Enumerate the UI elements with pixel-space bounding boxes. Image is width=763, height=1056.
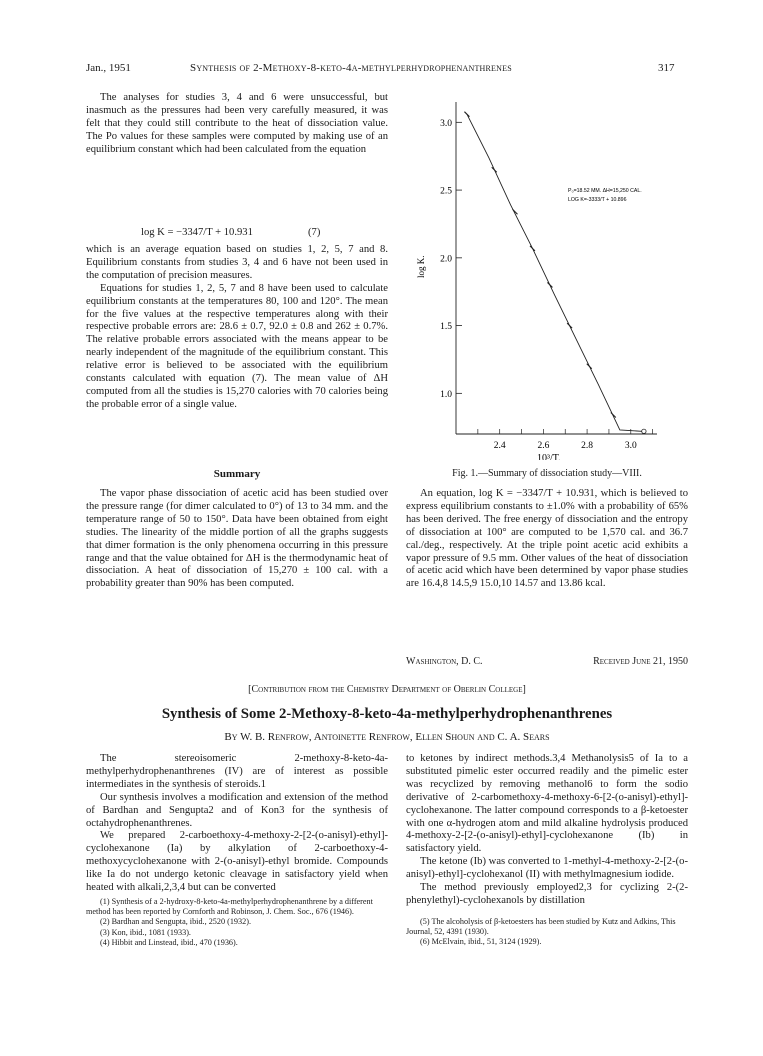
y-tick-label: 1.5	[440, 322, 452, 333]
paragraph: Equations for studies 1, 2, 5, 7 and 8 have been used to calculate equilibrium constants at the temperatures 80, 100 and 120°. The mean for the five values at the respective temperatures along with their respective probable errors are: 28.6 ± 0.7, 92.0 ± 0.8 and 262 ± 0.7%. The relative probable errors associated with the means appear to be nearly independent of the magnitude of the equilibrium constant. This relative error is believed to be associated with the equilibrium constants calculated with equation (7). The mean value of ΔH computed from all the studies is 15,270 calories with 70 calories being the probable error of a single value.	[86, 282, 388, 410]
dissociation-chart	[400, 90, 690, 460]
running-header-date: Jan., 1951	[86, 62, 131, 74]
article-right-column	[406, 753, 688, 908]
running-header-title: Synthesis of 2-Methoxy-8-keto-4a-methylperhydrophenanthrenes	[190, 62, 512, 74]
footnote: (1) Synthesis of a 2-hydroxy-8-keto-4a-methylperhydrophenanthrene by a different method has been reported by Cornforth and Robinson, J. Chem. Soc., 676 (1946).	[86, 897, 373, 917]
article-title: Synthesis of Some 2-Methoxy-8-keto-4a-methylperhydrophenanthrenes	[161, 706, 613, 722]
x-tick-label: 3.0	[624, 441, 637, 451]
chart-series-line	[467, 114, 642, 431]
data-point	[492, 167, 497, 172]
paragraph: Our synthesis involves a modification and extension of the method of Bardhan and Sengupta2 and of Kon3 for the synthesis of octahydrophenanthrenes.	[86, 791, 388, 829]
summary-left-text	[86, 488, 388, 591]
summary-heading: Summary	[213, 468, 261, 480]
y-tick-label: 2.0	[440, 254, 452, 265]
x-tick-label: 2.8	[581, 441, 594, 451]
data-point	[464, 112, 469, 117]
chart-points	[464, 112, 646, 434]
x-tick-label: 2.4	[493, 441, 506, 451]
footnote: (5) The alcoholysis of β-ketoesters has been studied by Kutz and Adkins, This Journal, 52, 4391 (1930).	[406, 917, 676, 937]
equation-number: (7)	[308, 227, 321, 238]
y-tick-label: 2.5	[440, 186, 452, 197]
x-tick-label: 2.6	[537, 441, 550, 451]
paragraph: An equation, log K = −3347/T + 10.931, which is believed to express equilibrium constants to ±1.0% with a probability of 65% has been derived. The free energy of dissociation and the entropy of dissociation at 100° are computed to be 1,570 cal. and 36.7 cal./deg., respectively. At the triple point acetic acid exhibits a vapor pressure of 9.5 mm. Other values of the heat of dissociation of acetic acid which have been determined by vapor phase studies are 16.4,8 14.5,9 15.0,10 14.57 and 13.86 kcal.	[406, 488, 688, 590]
figure-caption: Fig. 1.—Summary of dissociation study—VIII.	[452, 468, 642, 479]
location: Washington, D. C.	[406, 656, 483, 667]
chart-annotation-line2: LOG K=-3333/T + 10.896	[568, 197, 627, 203]
footnotes-right	[406, 917, 688, 948]
page-number: 317	[658, 62, 675, 74]
paragraph: which is an average equation based on studies 1, 2, 5, 7 and 8. Equilibrium constants from studies 3, 4 and 6 have not been used in the computation of precision measures.	[86, 244, 388, 281]
data-point	[642, 429, 646, 433]
left-column-body	[86, 244, 388, 412]
paragraph: to ketones by indirect methods.3,4 Methanolysis5 of Ia to a substituted pimelic ester occurred readily and the pimelic ester was recyclized by removing methanol6 to form the sodio derivative of 2-carbomethoxy-4-methoxy-6-[2-(o-anisyl)-ethyl]-cyclohexanone. The latter compound corresponds to a β-ketoester with one α-hydrogen atom and mild alkaline hydrolysis produced 4-methoxy-2-[2-(o-anisyl)-ethyl]-cyclohexanone (Ib) in satisfactory yield.	[406, 753, 688, 855]
fitted-line	[467, 114, 642, 431]
article-authors: By W. B. Renfrow, Antoinette Renfrow, Ellen Shoun and C. A. Sears	[224, 731, 550, 743]
contribution-line: [Contribution from the Chemistry Department of Oberlin College]	[248, 684, 526, 695]
received-date: Received June 21, 1950	[593, 656, 688, 667]
y-tick-label: 1.0	[440, 389, 452, 400]
footnote: (6) McElvain, ibid., 51, 3124 (1929).	[420, 937, 542, 947]
footnote: (2) Bardhan and Sengupta, ibid., 2520 (1932).	[100, 917, 251, 927]
y-tick-label: 3.0	[440, 118, 452, 129]
paragraph: The vapor phase dissociation of acetic acid has been studied over the pressure range (for dimer calculated to 0°) of 13 to 34 mm. and the temperature range of 50 to 150°. Data have been obtained from eight studies. The linearity of the middle portion of all the graphs suggests that dimer formation is the only phenomena occurring in this pressure range and that the value obtained for ΔH is the thermodynamic heat of dissociation. A heat of dissociation of 15,270 ± 100 cal. with a probability greater than 90% has been computed.	[86, 488, 388, 590]
footnotes-left	[86, 897, 388, 948]
paragraph: The analyses for studies 3, 4 and 6 were unsuccessful, but inasmuch as the pressures had been very carefully measured, it was felt that they could still contribute to the heat of dissociation value. The Po values for these samples were computed by making use of an equilibrium constant which had been calculated from the equation	[86, 92, 388, 155]
paragraph: The ketone (Ib) was converted to 1-methyl-4-methoxy-2-[2-(o-anisyl)-ethyl]-cyclohexanol (II) with methylmagnesium iodide.	[406, 856, 688, 881]
footnote: (3) Kon, ibid., 1081 (1933).	[100, 927, 191, 937]
paragraph: We prepared 2-carboethoxy-4-methoxy-2-[2-(o-anisyl)-ethyl]-cyclohexanone (Ia) by alkylation of 2-carboethoxy-4-methoxycyclohexanone with 2-(o-anisyl)-ethyl bromide. Compounds like Ia do not undergo ketonic cleavage in satisfactory yield when heated with alkali,2,3,4 but can be converted	[86, 830, 388, 894]
data-point	[530, 246, 535, 251]
summary-right-text	[406, 488, 688, 591]
equation-text: log K = −3347/T + 10.931	[141, 227, 253, 238]
data-point	[587, 364, 592, 369]
data-point	[567, 323, 572, 328]
left-column-intro	[86, 92, 388, 157]
data-point	[547, 282, 552, 287]
paragraph: The method previously employed2,3 for cyclizing 2-(2-phenylethyl)-cyclohexanols by distillation	[406, 882, 688, 906]
chart-ticks	[440, 119, 653, 451]
chart-x-axis-label: 10³/T.	[537, 453, 561, 460]
paragraph: The stereoisomeric 2-methoxy-8-keto-4a-methylperhydrophenanthrenes (IV) are of interest as possible intermediates in the synthesis of steroids.1	[86, 753, 388, 790]
chart-annotation-line1: P₀=18.52 MM. ΔH=15,250 CAL.	[568, 188, 642, 194]
footnote: (4) Hibbit and Linstead, ibid., 470 (1936).	[100, 937, 238, 947]
chart-y-axis-label: log K.	[416, 255, 426, 278]
article-left-column	[86, 753, 388, 895]
